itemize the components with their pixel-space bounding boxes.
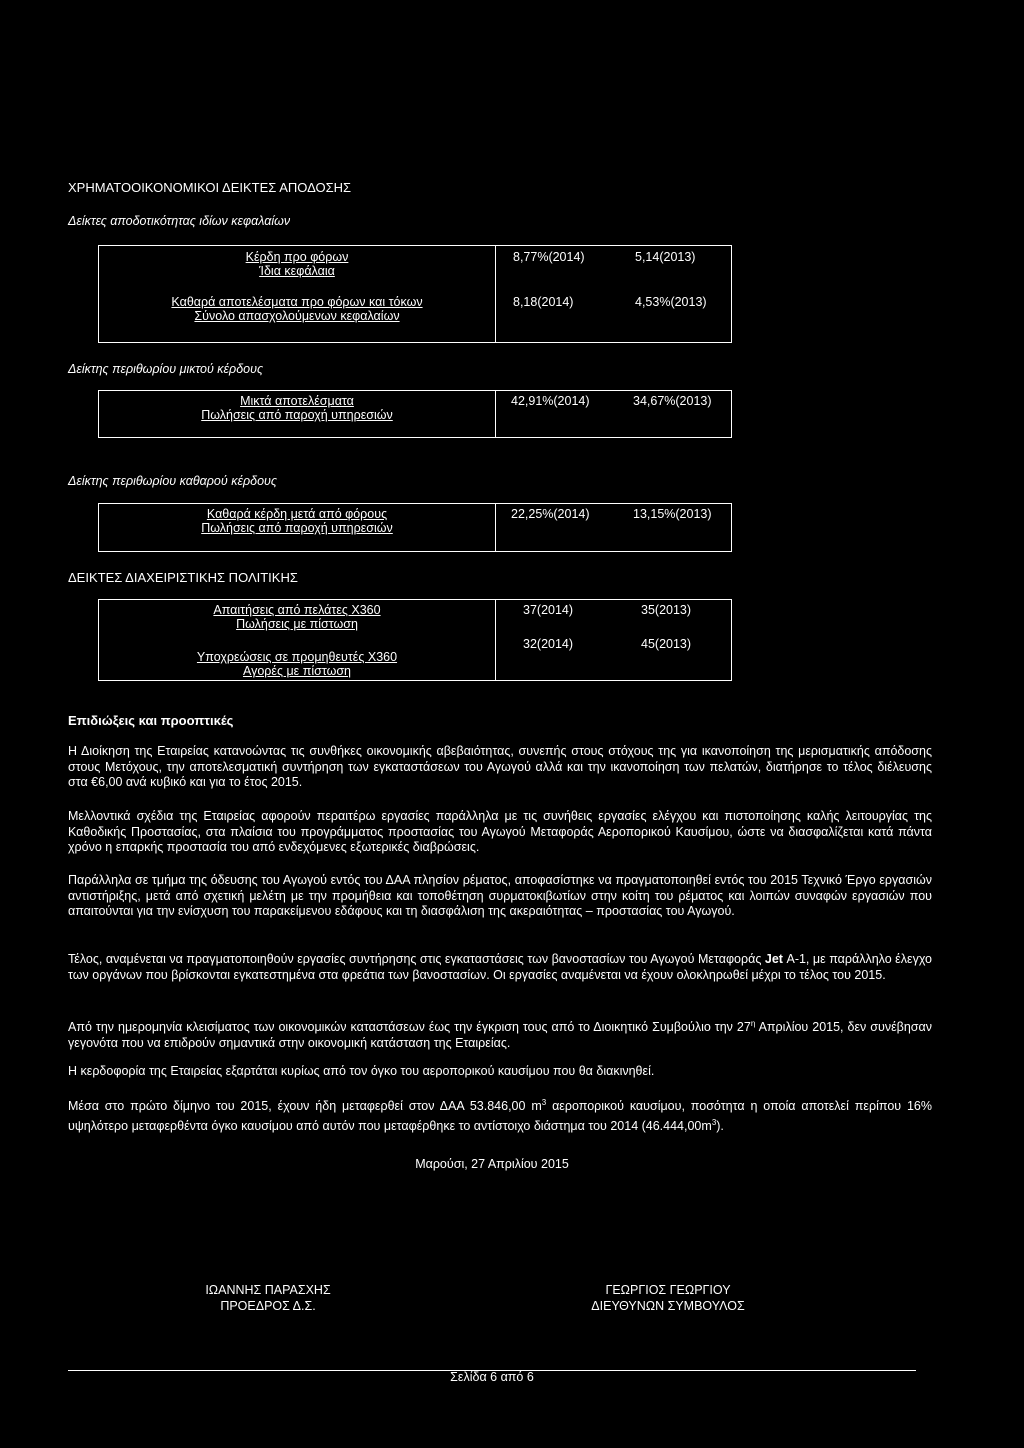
place-date: Μαρούσι, 27 Απριλίου 2015	[415, 1157, 569, 1171]
paragraph-4: Τέλος, αναμένεται να πραγματοποιηθούν εργασίες συντήρησης στις εγκαταστάσεις των βανοστασίων του Αγωγού Μεταφοράς Jet Α-1, με παράλληλο έλεγχο των οργάνων που βρίσκονται εγκατεστημένα στα φρεάτια των βανοστασίων. Οι εργασίες αναμένεται να έχουν ολοκληρωθεί μέχρι το τέλος του 2015.	[68, 952, 933, 982]
roe-2-2014: 8,18(2014)	[513, 295, 574, 309]
page-number: Σελίδα 6 από 6	[450, 1370, 534, 1384]
roe-ratio-1: Κέρδη προ φόρων Ίδια κεφάλαια	[245, 250, 349, 278]
roe-2-2013: 4,53%(2013)	[635, 295, 707, 309]
page-title: ΧΡΗΜΑΤΟΟΙΚΟΝΟΜΙΚΟΙ ΔΕΙΚΤΕΣ ΑΠΟΔΟΣΗΣ	[68, 180, 352, 195]
gross-ratio: Μικτά αποτελέσματα Πωλήσεις από παροχή υπηρεσιών	[201, 394, 393, 422]
mgmt-table	[98, 599, 732, 681]
mgmt-1-2014: 37(2014)	[523, 603, 574, 617]
mgmt-2-2014: 32(2014)	[523, 637, 574, 651]
signature-left: ΙΩΑΝΝΗΣ ΠΑΡΑΣΧΗΣ ΠΡΟΕΔΡΟΣ Δ.Σ.	[205, 1283, 331, 1313]
net-heading: Δείκτης περιθωρίου καθαρού κέρδους	[68, 474, 277, 488]
net-2013: 13,15%(2013)	[633, 507, 712, 521]
roe-1-2013: 5,14(2013)	[635, 250, 696, 264]
paragraph-5: Από την ημερομηνία κλεισίματος των οικονομικών καταστάσεων έως την έγκριση τους από το Διοικητικό Συμβούλιο την $27^\eta$ Απριλίου 2015, δεν συνέβησαν γεγονότα που να επιδρούν σημαντικά στην οικονομική κατάσταση της Εταιρείας.	[68, 1019, 932, 1050]
gross-heading: Δείκτης περιθωρίου μικτού κέρδους	[68, 362, 264, 376]
mgmt-1-2013: 35(2013)	[641, 603, 692, 617]
paragraph-3: Παράλληλα σε τμήμα της όδευσης του Αγωγού εντός του ΔΑΑ πλησίον ρέματος, αποφασίστηκε να πραγματοποιηθεί εντός του 2015 Τεχνικό Έργο εργασιών αντιστήριξης, μετά από σχετική μελέτη με την προμήθεια και τοποθέτηση συρματοκιβωτίων στην κοίτη του ρέματος και λοιπών συναφών εργασιών που απαιτούνται για την ενίσχυση του παρακείμενου εδάφους και τη διασφάλιση της ακεραιότητας – προστασίας του Αγωγού.	[68, 873, 932, 918]
paragraph-1: Η Διοίκηση της Εταιρείας κατανοώντας τις συνθήκες οικονομικής αβεβαιότητας, συνεπής στους στόχους της για ικανοποίηση της μερισματικής απόδοσης στους Μετόχους, την αποτελεσματική συντήρηση των εγκαταστάσεων του Αγωγού αλλά και την ικανοποίηση των πελατών, διατήρησε το τέλος διέλευσης στα €6,00 ανά κυβικό και για το έτος 2015.	[68, 744, 932, 789]
roe-ratio-2: Καθαρά αποτελέσματα προ φόρων και τόκων Σύνολο απασχολούμενων κεφαλαίων	[171, 295, 423, 323]
gross-2013: 34,67%(2013)	[633, 394, 712, 408]
net-ratio: Καθαρά κέρδη μετά από φόρους Πωλήσεις από παροχή υπηρεσιών	[201, 507, 393, 535]
signature-right: ΓΕΩΡΓΙΟΣ ΓΕΩΡΓΙΟΥ ΔΙΕΥΘΥΝΩΝ ΣΥΜΒΟΥΛΟΣ	[591, 1283, 745, 1313]
mgmt-heading: ΔΕΙΚΤΕΣ ΔΙΑΧΕΙΡΙΣΤΙΚΗΣ ΠΟΛΙΤΙΚΗΣ	[68, 570, 298, 585]
paragraph-6: Η κερδοφορία της Εταιρείας εξαρτάται κυρίως από τον όγκο του αεροπορικού καυσίμου που θα διακινηθεί.	[68, 1064, 655, 1078]
net-2014: 22,25%(2014)	[511, 507, 590, 521]
gross-2014: 42,91%(2014)	[511, 394, 590, 408]
mgmt-ratio-1: Απαιτήσεις από πελάτες Χ360 Πωλήσεις με πίστωση	[213, 603, 381, 631]
roe-heading: Δείκτες αποδοτικότητας ιδίων κεφαλαίων	[68, 214, 291, 228]
net-table	[98, 503, 732, 552]
paragraph-7: Μέσα στο πρώτο δίμηνο του 2015, έχουν ήδη μεταφερθεί στον ΔΑΑ 53.846,00 $m^3$ αεροπορικού καυσίμου, ποσότητα η οποία αποτελεί περίπου 16% υψηλότερο μεταφερθέντα όγκο καυσίμου από αυτόν που μεταφέρθηκε το αντίστοιχο διάστημα του 2014 $(46.444,00m^3)$.	[68, 1098, 932, 1133]
mgmt-2-2013: 45(2013)	[641, 637, 692, 651]
mgmt-ratio-2: Υποχρεώσεις σε προμηθευτές Χ360 Αγορές με πίστωση	[196, 650, 398, 678]
paragraph-2: Μελλοντικά σχέδια της Εταιρείας αφορούν περαιτέρω εργασίες παράλληλα με τις συνήθεις εργασίες ελέγχου και πιστοποίησης καλής λειτουργίας της Καθοδικής Προστασίας, στα πλαίσια του προγράμματος προστασίας του Αγωγού Μεταφοράς Αεροπορικού Καυσίμου, ώστε να διασφαλίζεται κατά πάντα χρόνο η επαρκής προστασία του από ενδεχόμενες εξωτερικές διαβρώσεις.	[68, 809, 932, 854]
roe-1-2014: 8,77%(2014)	[513, 250, 585, 264]
gross-table	[98, 390, 732, 438]
roe-table	[98, 245, 732, 343]
prospects-heading: Επιδιώξεις και προοπτικές	[68, 713, 234, 728]
